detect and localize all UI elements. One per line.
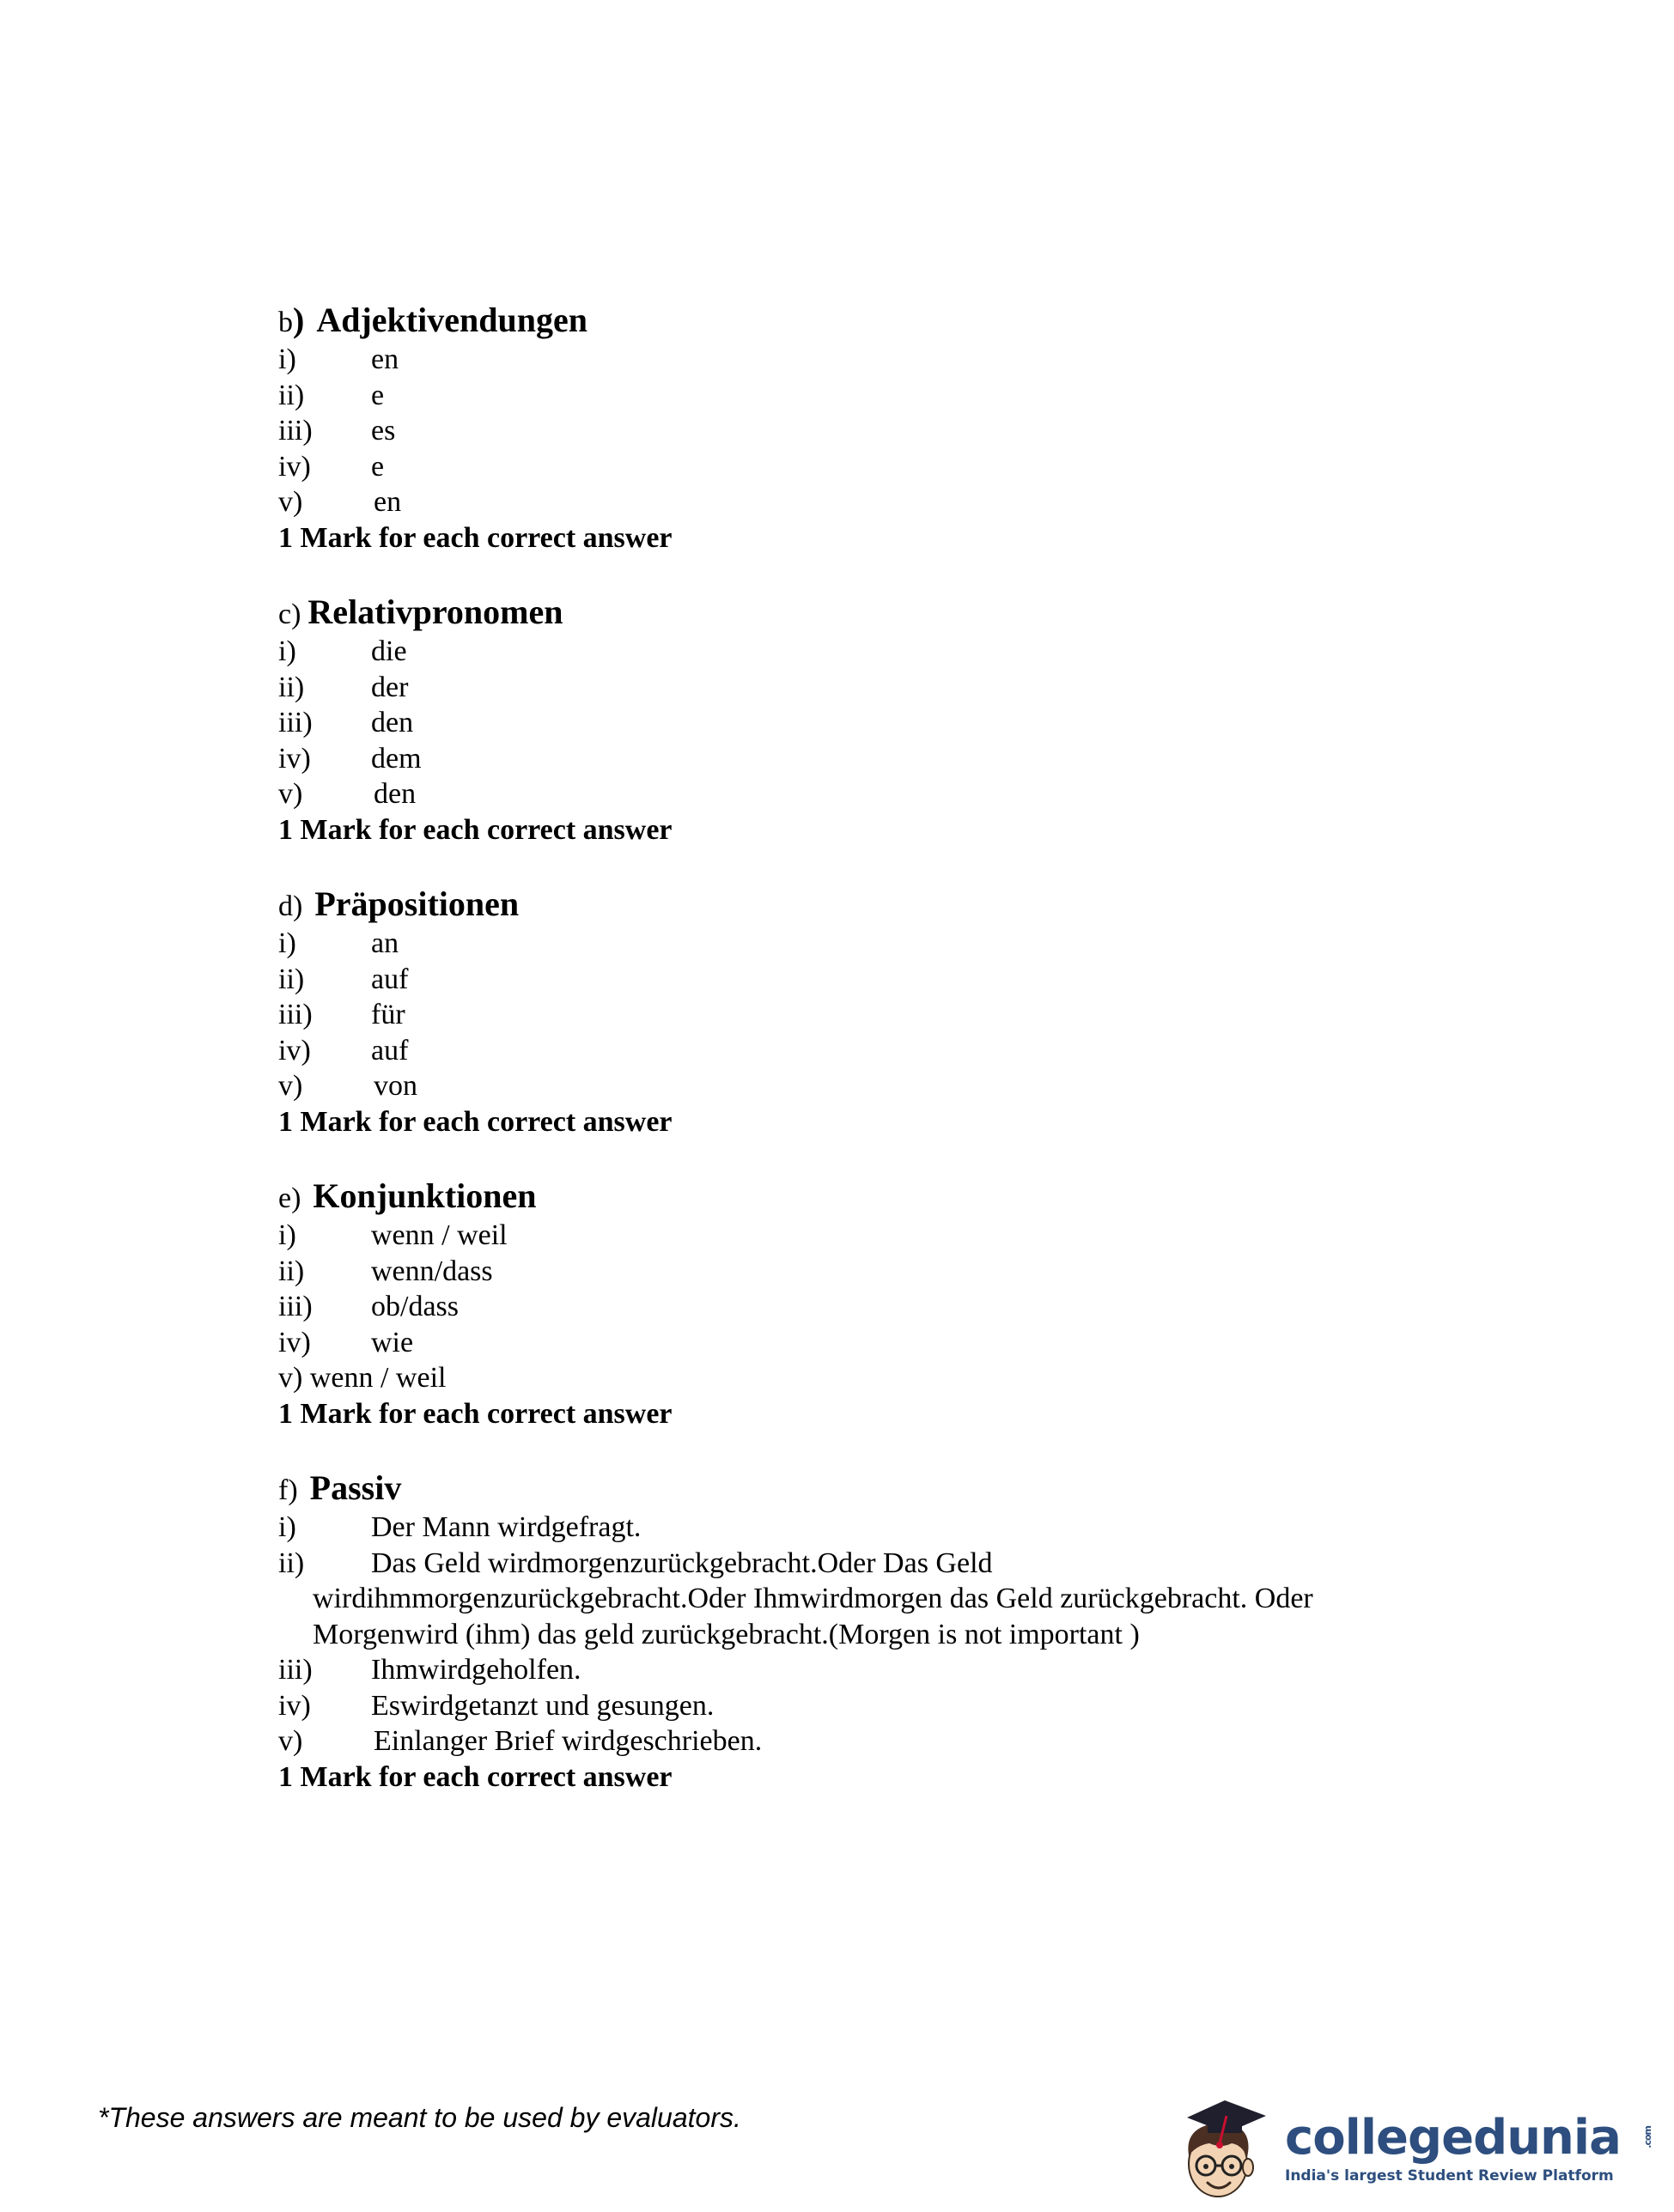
- item-answer: en: [374, 486, 402, 518]
- list-item: [278, 1325, 1498, 1361]
- item-number: ii): [278, 963, 305, 995]
- section-letter: e): [278, 1182, 301, 1214]
- section-title: Konjunktionen: [313, 1176, 537, 1215]
- item-answer: Das Geld wirdmorgenzurückgebracht.Oder Das Geld: [371, 1547, 993, 1579]
- item-number: v): [278, 778, 303, 810]
- mark-note: 1 Mark for each correct answer: [278, 1397, 673, 1430]
- item-answer: die: [371, 635, 407, 667]
- list-item: [278, 962, 1498, 998]
- section-title: Adjektivendungen: [316, 301, 587, 339]
- item-answer: Der Mann wirdgefragt.: [371, 1511, 642, 1543]
- item-number: i): [278, 1219, 296, 1251]
- list-item: [278, 1360, 1498, 1396]
- list-item: [278, 413, 1498, 449]
- item-answer: Ihmwirdgeholfen.: [371, 1654, 581, 1686]
- list-item: [278, 1546, 1498, 1582]
- logo-text: [1285, 2112, 1674, 2185]
- item-number: iii): [278, 999, 313, 1030]
- section-konjunktionen: [278, 1175, 1498, 1431]
- item-number: ii): [278, 671, 305, 703]
- item-answer: e: [371, 450, 385, 483]
- item-answer: en: [371, 343, 399, 375]
- mark-note: 1 Mark for each correct answer: [278, 1760, 673, 1793]
- list-item: [278, 1510, 1498, 1546]
- item-answer: auf: [371, 1034, 409, 1066]
- item-answer: e: [371, 379, 385, 411]
- list-item: [278, 1254, 1498, 1290]
- section-paren: ): [293, 301, 305, 339]
- item-number: iv): [278, 1689, 311, 1722]
- section-letter: b: [278, 307, 293, 338]
- item-number: iii): [278, 707, 313, 738]
- item-answer: es: [371, 415, 396, 447]
- item-answer: Einlanger Brief wirdgeschrieben.: [374, 1725, 763, 1757]
- item-number: ii): [278, 379, 305, 411]
- item-number: iii): [278, 1654, 313, 1686]
- item-answer: an: [371, 927, 399, 959]
- item-answer: für: [371, 999, 405, 1030]
- list-item: [278, 705, 1498, 741]
- item-number: iv): [278, 742, 311, 775]
- mark-note: 1 Mark for each correct answer: [278, 1105, 673, 1138]
- item-number: iv): [278, 450, 311, 483]
- section-heading: [278, 1175, 1498, 1218]
- item-answer: ob/dass: [371, 1291, 459, 1322]
- mascot-graduate-icon: [1170, 2088, 1278, 2209]
- logo-wordmark: [1285, 2112, 1674, 2164]
- list-item: [278, 926, 1498, 962]
- list-item: [278, 776, 1498, 812]
- list-item: [278, 1723, 1498, 1759]
- section-letter: d): [278, 890, 303, 922]
- item-number: v): [278, 486, 303, 518]
- section-passiv: [278, 1467, 1498, 1795]
- item-number: i): [278, 635, 296, 667]
- section-heading: [278, 1467, 1498, 1510]
- item-number: i): [278, 927, 296, 959]
- logo-tagline: India's largest Student Review Platform: [1285, 2167, 1614, 2185]
- item-number: iv): [278, 1326, 311, 1358]
- item-number: v): [278, 1070, 303, 1102]
- section-title: Passiv: [309, 1468, 402, 1507]
- list-item: [278, 1652, 1498, 1688]
- section-heading: [278, 591, 1498, 634]
- mark-note: 1 Mark for each correct answer: [278, 813, 673, 846]
- item-answer: wenn/dass: [371, 1255, 493, 1287]
- list-item: [278, 378, 1498, 414]
- list-item: [278, 634, 1498, 670]
- item-number: v): [278, 1725, 303, 1757]
- section-letter: c): [278, 599, 301, 630]
- item-answer-continuation: wirdihmmorgenzurückgebracht.Oder Ihmwirdmorgen das Geld zurückgebracht. Oder: [313, 1583, 1313, 1614]
- item-answer: den: [374, 778, 417, 810]
- list-item: [278, 1218, 1498, 1254]
- item-number: i): [278, 343, 296, 375]
- list-item: [278, 670, 1498, 706]
- item-answer: wenn / weil: [309, 1362, 447, 1394]
- list-item: [278, 1068, 1498, 1104]
- logo-com: .com: [1641, 2126, 1653, 2148]
- item-answer: der: [371, 671, 409, 703]
- section-letter: f): [278, 1474, 298, 1506]
- item-number: iii): [278, 415, 313, 447]
- section-adjektivendungen: [278, 299, 1498, 556]
- list-item: [278, 449, 1498, 485]
- item-number: ii): [278, 1255, 305, 1287]
- item-answer: Eswirdgetanzt und gesungen.: [371, 1689, 715, 1722]
- item-answer: wie: [371, 1326, 414, 1358]
- item-answer-continuation: Morgenwird (ihm) das geld zurückgebracht.(Morgen is not important ): [313, 1618, 1140, 1650]
- item-number: v): [278, 1362, 303, 1394]
- item-number: ii): [278, 1547, 305, 1579]
- item-answer: dem: [371, 742, 422, 775]
- section-relativpronomen: [278, 591, 1498, 848]
- item-number: iv): [278, 1034, 311, 1066]
- logo-word: collegedunia: [1285, 2110, 1621, 2166]
- list-item: [278, 1033, 1498, 1069]
- section-title: Präpositionen: [314, 884, 520, 923]
- collegedunia-logo[interactable]: [1170, 2088, 1653, 2209]
- item-answer: auf: [371, 963, 409, 995]
- list-item: [278, 741, 1498, 777]
- item-answer: den: [371, 707, 414, 738]
- item-number: i): [278, 1511, 296, 1543]
- section-title: Relativpronomen: [307, 592, 563, 631]
- list-item: [278, 484, 1498, 520]
- list-item: [278, 997, 1498, 1033]
- list-item: [278, 1289, 1498, 1325]
- mark-note: 1 Mark for each correct answer: [278, 521, 673, 554]
- section-praepositionen: [278, 883, 1498, 1139]
- section-heading: [278, 883, 1498, 926]
- item-answer: von: [374, 1070, 417, 1102]
- answer-key-content: [278, 299, 1498, 1830]
- evaluator-footnote: *These answers are meant to be used by evaluators.: [98, 2102, 741, 2133]
- section-heading: [278, 299, 1498, 342]
- list-item: [278, 342, 1498, 378]
- item-answer: wenn / weil: [371, 1219, 508, 1251]
- item-number: iii): [278, 1291, 313, 1322]
- list-item: [278, 1688, 1498, 1724]
